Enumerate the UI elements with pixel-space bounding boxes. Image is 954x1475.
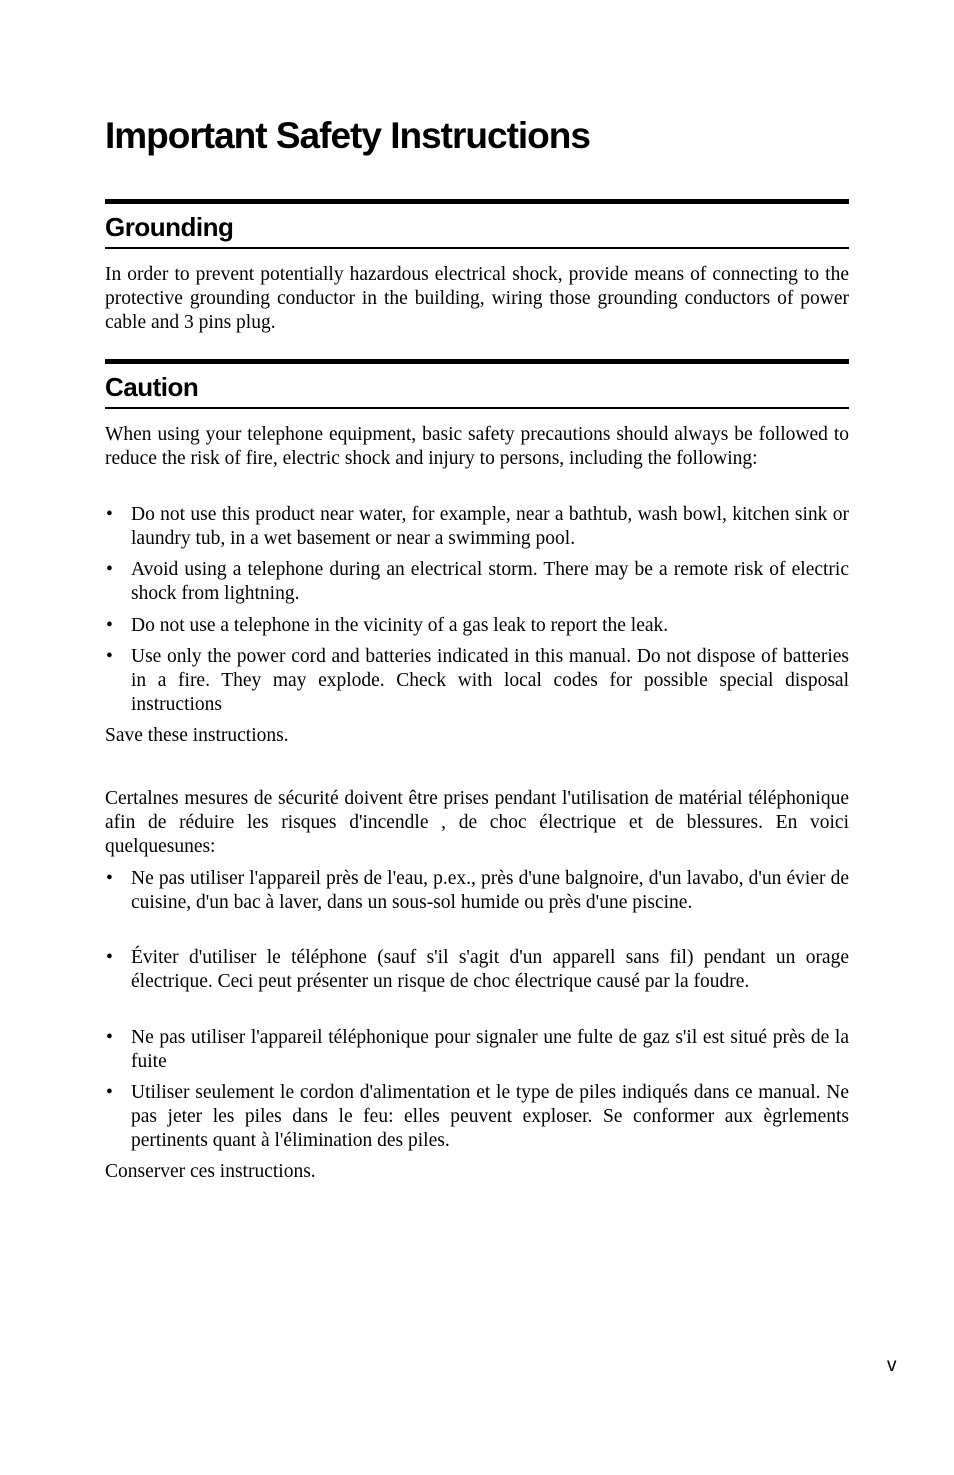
caution-closing-line: Save these instructions. [105, 725, 289, 746]
bullet-icon: • [106, 646, 113, 667]
caution-intro-paragraph: When using your telephone equipment, basic safety precautions should always be followed to reduce the risk of fire, electric shock and injury to persons, including the following: [105, 424, 849, 469]
french-list [105, 867, 849, 915]
french-intro-paragraph: Certalnes mesures de sécurité doivent être prises pendant l'utilisation de matérial téléphonique afin de réduire les risques d'incendle , de choc électrique et de blessures. En voici quelquesunes: [105, 788, 849, 857]
french-list [105, 946, 849, 994]
bullet-icon: • [106, 868, 113, 889]
list-item-text: Utiliser seulement le cordon d'alimentation et le type de piles indiqués dans ce manual. Ne pas jeter les piles dans le feu: elles peuvent exploser. Se conformer aux ègrlements pertinents quant à l'élimination des piles. [131, 1082, 849, 1151]
bullet-icon: • [106, 947, 113, 968]
bullet-icon: • [106, 615, 113, 636]
caution-list [105, 614, 849, 638]
page-title: Important Safety Instructions [105, 115, 590, 156]
caution-heading: Caution [105, 372, 199, 402]
list-item [105, 1081, 849, 1153]
bullet-icon: • [106, 559, 113, 580]
list-item-text: Use only the power cord and batteries indicated in this manual. Do not dispose of batteries in a fire. They may explode. Check with local codes for possible special disposal instructions [131, 646, 849, 715]
list-item-text: Ne pas utiliser l'appareil près de l'eau, p.ex., près d'une balgnoire, d'un lavabo, d'un évier de cuisine, d'un bac à laver, dans un sous-sol humide ou près d'une piscine. [131, 868, 849, 913]
list-item [105, 946, 849, 994]
list-item-text: Avoid using a telephone during an electrical storm. There may be a remote risk of electric shock from lightning. [131, 559, 849, 604]
list-item [105, 867, 849, 915]
page-number: v [887, 1355, 897, 1376]
caution-list [105, 558, 849, 606]
bullet-icon: • [106, 504, 113, 525]
caution-section [105, 359, 849, 409]
grounding-paragraph: In order to prevent potentially hazardous electrical shock, provide means of connecting to the protective grounding conductor in the building, wiring those grounding conductors of power cable and 3 pins plug. [105, 264, 849, 333]
list-item-text: Ne pas utiliser l'appareil téléphonique pour signaler une fulte de gaz s'il est situé près de la fuite [131, 1027, 849, 1072]
list-item-text: Do not use a telephone in the vicinity of a gas leak to report the leak. [131, 615, 669, 636]
caution-list [105, 503, 849, 551]
list-item [105, 645, 849, 717]
bullet-icon: • [106, 1027, 113, 1048]
list-item-text: Éviter d'utiliser le téléphone (sauf s'il s'agit d'un apparell sans fil) pendant un orage électrique. Ceci peut présenter un risque de choc électrique causé par la foudre. [131, 947, 849, 992]
grounding-section [105, 199, 849, 249]
french-list [105, 1081, 849, 1153]
french-closing-line: Conserver ces instructions. [105, 1161, 316, 1182]
list-item-text: Do not use this product near water, for example, near a bathtub, wash bowl, kitchen sink or laundry tub, in a wet basement or near a swimming pool. [131, 504, 849, 549]
list-item [105, 503, 849, 551]
grounding-heading: Grounding [105, 212, 234, 242]
list-item [105, 1026, 849, 1074]
list-item [105, 614, 849, 638]
bullet-icon: • [106, 1082, 113, 1103]
section-bottom-rule [105, 247, 849, 249]
caution-list [105, 645, 849, 717]
section-bottom-rule [105, 407, 849, 409]
list-item [105, 558, 849, 606]
french-list [105, 1026, 849, 1074]
